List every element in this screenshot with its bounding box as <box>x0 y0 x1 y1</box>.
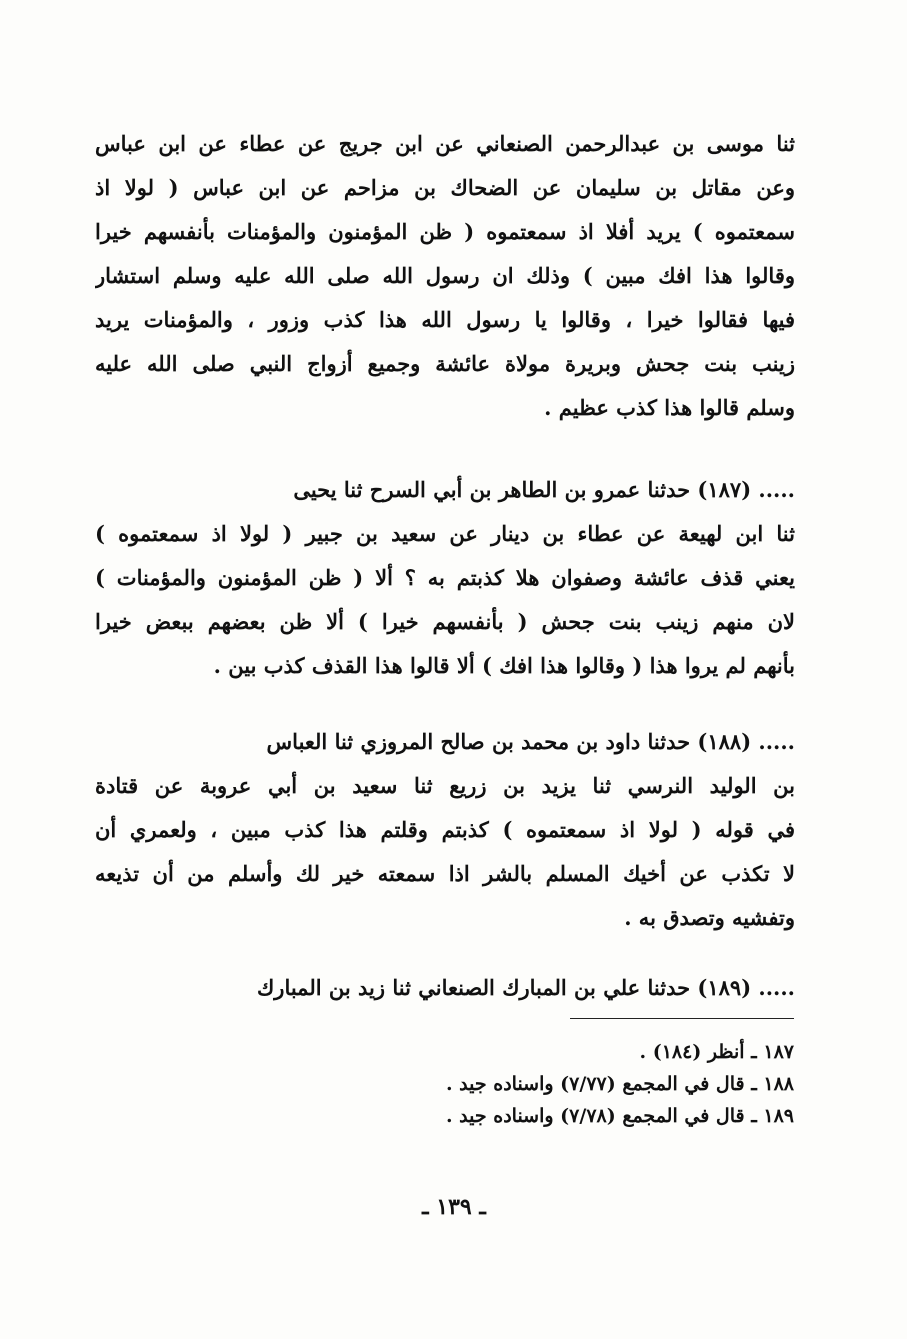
text-line: فيها فقالوا خيرا ، وقالوا يا رسول الله هذا كذب وزور ، والمؤمنات يريد <box>95 307 795 332</box>
text-line: في قوله ( لولا اذ سمعتموه ) كذبتم وقلتم هذا كذب مبين ، ولعمري أن <box>95 817 795 842</box>
footnote-188: ١٨٨ ـ قال في المجمع (٧/٧٧) واسناده جيد . <box>445 1073 794 1095</box>
text-line: ثنا موسى بن عبدالرحمن الصنعاني عن ابن جريج عن عطاء عن ابن عباس <box>95 131 795 156</box>
text-line: وعن مقاتل بن سليمان عن الضحاك بن مزاحم عن ابن عباس ( لولا اذ <box>95 175 795 200</box>
text-line: ثنا ابن لهيعة عن عطاء بن دينار عن سعيد بن جبير ( لولا اذ سمعتموه ) <box>95 521 795 546</box>
text-line: بن الوليد النرسي ثنا يزيد بن زريع ثنا سعيد بن أبي عروبة عن قتادة <box>95 773 795 798</box>
text-line: وسلم قالوا هذا كذب عظيم . <box>544 395 795 420</box>
text-line: وتفشيه وتصدق به . <box>624 905 795 930</box>
hadith-heading-line: ..... (١٨٨) حدثنا داود بن محمد بن صالح المروزي ثنا العباس <box>266 729 795 754</box>
footnote-187: ١٨٧ ـ أنظر (١٨٤) . <box>639 1041 794 1063</box>
text-line: لان منهم زينب بنت جحش ( بأنفسهم خيرا ) ألا ظن بعضهم ببعض خيرا <box>95 609 795 634</box>
page-number: ـ ١٣٩ ـ <box>422 1194 486 1220</box>
footnote-divider <box>570 1018 794 1019</box>
text-line: بأنهم لم يروا هذا ( وقالوا هذا افك ) ألا قالوا هذا القذف كذب بين . <box>213 653 795 678</box>
text-line: لا تكذب عن أخيك المسلم بالشر اذا سمعته خير لك وأسلم من أن تذيعه <box>95 861 795 886</box>
footnote-189: ١٨٩ ـ قال في المجمع (٧/٧٨) واسناده جيد . <box>445 1105 794 1127</box>
text-line: يعني قذف عائشة وصفوان هلا كذبتم به ؟ ألا ( ظن المؤمنون والمؤمنات ) <box>95 565 795 590</box>
hadith-heading-line: ..... (١٨٩) حدثنا علي بن المبارك الصنعاني ثنا زيد بن المبارك <box>257 975 795 1000</box>
text-line: زينب بنت جحش وبريرة مولاة عائشة وجميع أزواج النبي صلى الله عليه <box>95 351 795 376</box>
text-line: وقالوا هذا افك مبين ) وذلك ان رسول الله صلى الله عليه وسلم استشار <box>95 263 795 288</box>
text-line: سمعتموه ) يريد أفلا اذ سمعتموه ( ظن المؤمنون والمؤمنات بأنفسهم خيرا <box>95 219 795 244</box>
hadith-heading-line: ..... (١٨٧) حدثنا عمرو بن الطاهر بن أبي السرح ثنا يحيى <box>293 477 795 502</box>
